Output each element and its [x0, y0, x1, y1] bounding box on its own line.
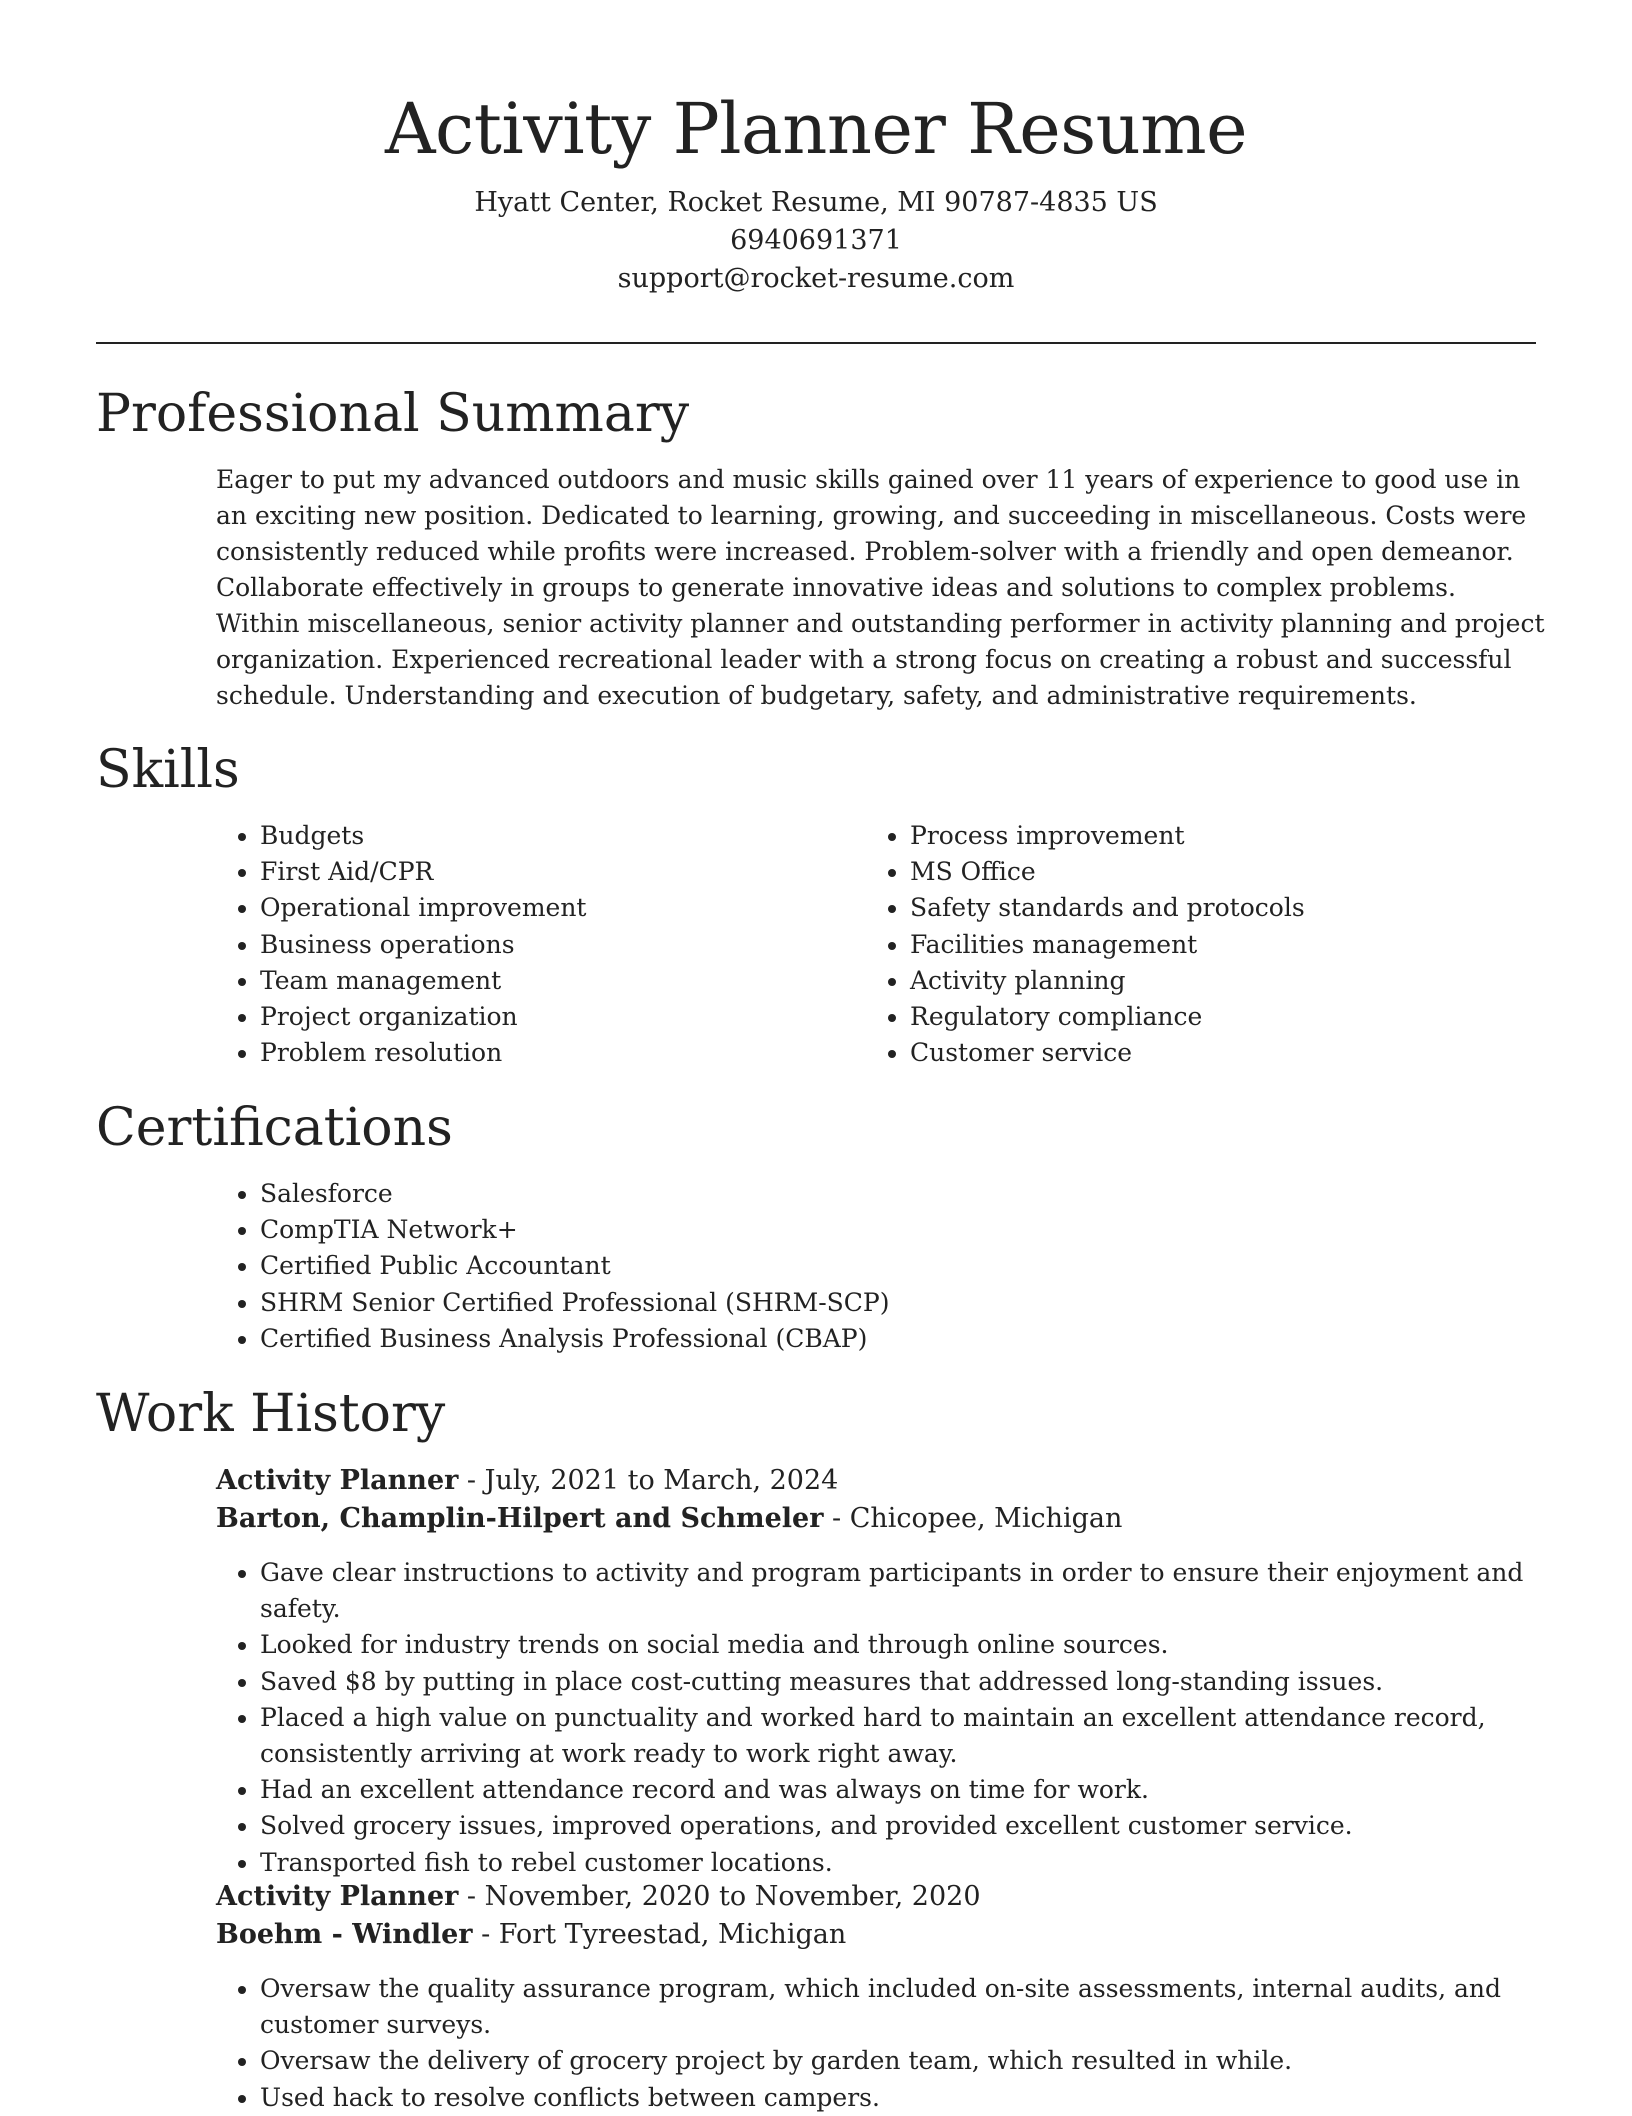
skill-item: • Budgets [260, 818, 856, 854]
skills-left-column [216, 818, 856, 1071]
resume-header [0, 0, 1632, 298]
skill-item: • Facilities management [910, 927, 1546, 963]
job-location: Chicopee, Michigan [849, 1503, 1123, 1534]
job-bullet: • Used hack to resolve conflicts between campers. [260, 2080, 1546, 2116]
job-title: Activity Planner [216, 1881, 459, 1912]
summary-text: Eager to put my advanced outdoors and music skills gained over 11 years of experience to good use in an exciting new position. Dedicated to learning, growing, and succeeding in miscellaneous. Costs were consistently reduced while profits were increased. Problem-solver with a friendly and open demeanor. Collaborate effectively in groups to generate innovative ideas and solutions to complex problems. Within miscellaneous, senior activity planner and outstanding performer in activity planning and project organization. Experienced recreational leader with a strong focus on creating a robust and successful schedule. Understanding and execution of budgetary, safety, and administrative requirements. [216, 465, 1545, 710]
job-entry [216, 1878, 1546, 1954]
resume-title: Activity Planner Resume [384, 88, 1248, 170]
job-entry [216, 1462, 1546, 1538]
certification-item: • SHRM Senior Certified Professional (SHRM-SCP) [260, 1285, 1546, 1321]
certification-item: • Certified Business Analysis Professional (CBAP) [260, 1321, 1546, 1357]
certification-item: • Salesforce [260, 1176, 1546, 1212]
job-title-line: Activity Planner - July, 2021 to March, 2024 [216, 1465, 839, 1496]
job-title: Activity Planner [216, 1465, 459, 1496]
summary-heading: Professional Summary [96, 384, 690, 444]
job-company: Boehm - Windler [216, 1919, 473, 1950]
skill-item: • Regulatory compliance [910, 999, 1546, 1035]
job-dates: July, 2021 to March, 2024 [484, 1465, 839, 1496]
skill-item: • Team management [260, 963, 856, 999]
job-bullet: • Gave clear instructions to activity and program participants in order to ensure their enjoyment and safety. [260, 1555, 1546, 1627]
contact-phone: 6940691371 [730, 225, 902, 256]
job-bullet: • Had an excellent attendance record and was always on time for work. [260, 1772, 1546, 1808]
certifications-heading: Certifications [96, 1098, 453, 1158]
job-bullet: • Saved $8 by putting in place cost-cutting measures that addressed long-standing issues. [260, 1664, 1546, 1700]
job-bullet: • Placed a high value on punctuality and worked hard to maintain an excellent attendance record, consistently arriving at work ready to work right away. [260, 1700, 1546, 1772]
work-history-heading: Work History [96, 1384, 446, 1444]
skill-item: • Safety standards and protocols [910, 890, 1546, 926]
job-company-line: Barton, Champlin-Hilpert and Schmeler - Chicopee, Michigan [216, 1503, 1123, 1534]
contact-info [0, 184, 1632, 298]
job-bullet: • Transported fish to rebel customer locations. [260, 1845, 1546, 1881]
job-location: Fort Tyreestad, Michigan [498, 1919, 847, 1950]
skill-item: • Process improvement [910, 818, 1546, 854]
certification-item: • CompTIA Network+ [260, 1212, 1546, 1248]
job-bullet: • Looked for industry trends on social media and through online sources. [260, 1627, 1546, 1663]
job-bullet: • Oversaw the quality assurance program, which included on-site assessments, internal audits, and customer surveys. [260, 1971, 1546, 2043]
skill-item: • Customer service [910, 1035, 1546, 1071]
header-divider [96, 342, 1536, 344]
job-company-line: Boehm - Windler - Fort Tyreestad, Michigan [216, 1919, 847, 1950]
skill-item: • Operational improvement [260, 890, 856, 926]
skill-item: • Project organization [260, 999, 856, 1035]
skill-item: • MS Office [910, 854, 1546, 890]
skill-item: • First Aid/CPR [260, 854, 856, 890]
job-bullets [216, 1555, 1546, 1881]
skill-item: • Problem resolution [260, 1035, 856, 1071]
job-dates: November, 2020 to November, 2020 [484, 1881, 981, 1912]
job-company: Barton, Champlin-Hilpert and Schmeler [216, 1503, 824, 1534]
job-title-line: Activity Planner - November, 2020 to November, 2020 [216, 1881, 981, 1912]
skill-item: • Activity planning [910, 963, 1546, 999]
job-bullet: • Oversaw the delivery of grocery project by garden team, which resulted in while. [260, 2043, 1546, 2079]
contact-address: Hyatt Center, Rocket Resume, MI 90787-4835 US [474, 187, 1158, 218]
skills-right-column [866, 818, 1546, 1071]
certifications-list [216, 1176, 1546, 1357]
certification-item: • Certified Public Accountant [260, 1248, 1546, 1284]
job-bullet: • Solved grocery issues, improved operations, and provided excellent customer service. [260, 1808, 1546, 1844]
job-bullets [216, 1971, 1546, 2116]
skills-heading: Skills [96, 740, 240, 800]
skill-item: • Business operations [260, 927, 856, 963]
contact-email: support@rocket-resume.com [617, 263, 1015, 294]
